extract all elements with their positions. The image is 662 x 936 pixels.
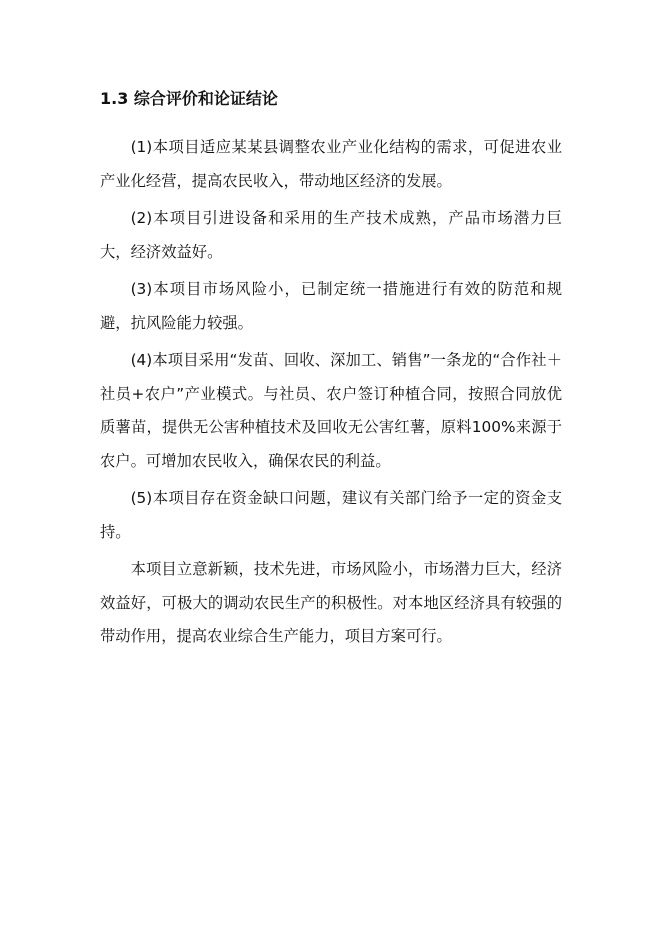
paragraph-conclusion-5: (5)本项目存在资金缺口问题，建议有关部门给予一定的资金支持。 [100, 489, 562, 541]
paragraph-conclusion-1: (1)本项目适应某某县调整农业产业化结构的需求，可促进农业产业化经营，提高农民收入，带动地区经济的发展。 [100, 138, 562, 190]
section-heading: 1.3 综合评价和论证结论 [100, 89, 278, 108]
paragraph-conclusion-4: (4)本项目采用“发苗、回收、深加工、销售”一条龙的“合作社＋社员+农户”产业模式。与社员、农户签订种植合同，按照合同放优质薯苗，提供无公害种植技术及回收无公害红薯，原料100%来源于农户。可增加农民收入，确保农民的利益。 [100, 351, 562, 470]
paragraph-conclusion-3: (3)本项目市场风险小，已制定统一措施进行有效的防范和规避，抗风险能力较强。 [100, 280, 562, 332]
section-body [100, 131, 562, 658]
paragraph-conclusion-2: (2)本项目引进设备和采用的生产技术成熟，产品市场潜力巨大，经济效益好。 [100, 209, 562, 261]
paragraph-summary: 本项目立意新颖，技术先进，市场风险小，市场潜力巨大，经济效益好，可极大的调动农民生产的积极性。对本地区经济具有较强的带动作用，提高农业综合生产能力，项目方案可行。 [100, 560, 562, 645]
